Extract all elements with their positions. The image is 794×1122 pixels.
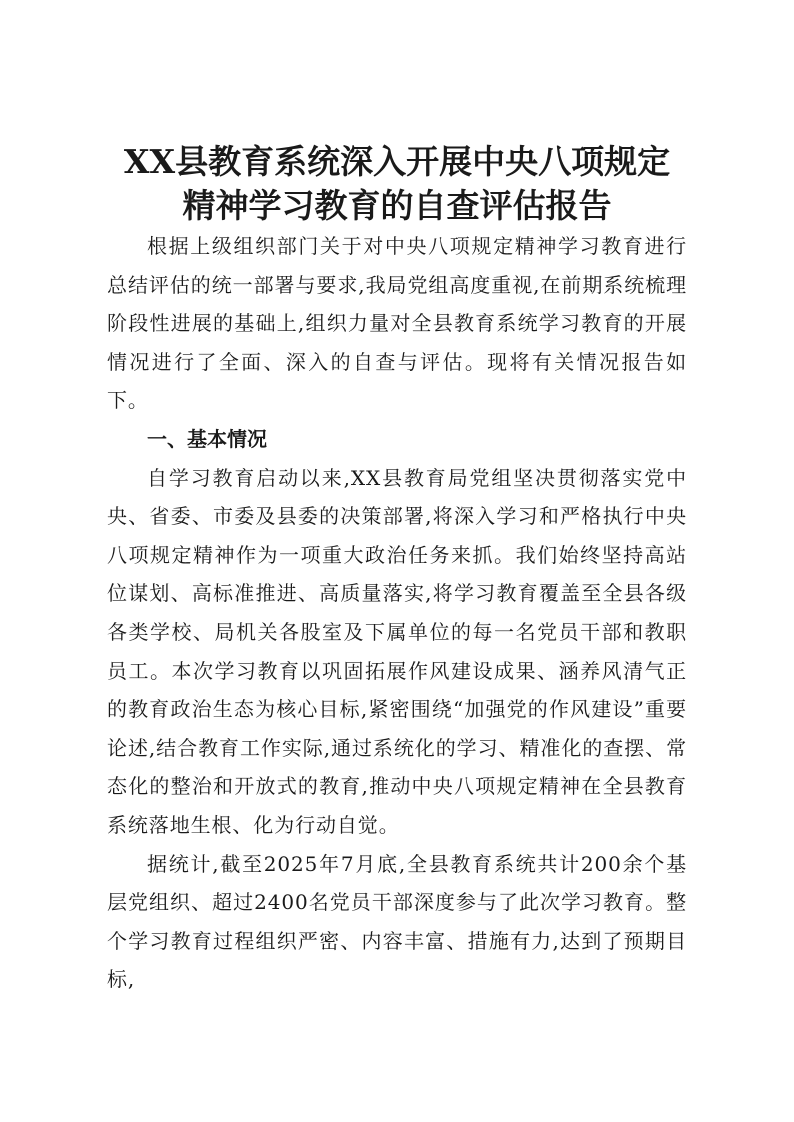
section1-paragraph-2: 据统计,截至2025年7月底,全县教育系统共计200余个基层党组织、超过2400名党员干部深度参与了此次学习教育。整个学习教育过程组织严密、内容丰富、措施有力,达到了预期目标, [107,851,687,992]
title-line-1: XX县教育系统深入开展中央八项规定 [123,142,671,181]
intro-paragraph: 根据上级组织部门关于对中央八项规定精神学习教育进行总结评估的统一部署与要求,我局党组高度重视,在前期系统梳理阶段性进展的基础上,组织力量对全县教育系统学习教育的开展情况进行了全面、深入的自查与评估。现将有关情况报告如下。 [107,234,687,413]
document-title [100,140,694,228]
section1-paragraph-1: 自学习教育启动以来,XX县教育局党组坚决贯彻落实党中央、省委、市委及县委的决策部署,将深入学习和严格执行中央八项规定精神作为一项重大政治任务来抓。我们始终坚持高站位谋划、高标准推进、高质量落实,将学习教育覆盖至全县各级各类学校、局机关各股室及下属单位的每一名党员干部和教职员工。本次学习教育以巩固拓展作风建设成果、涵养风清气正的教育政治生态为核心目标,紧密围绕“加强党的作风建设”重要论述,结合教育工作实际,通过系统化的学习、精准化的查摆、常态化的整治和开放式的教育,推动中央八项规定精神在全县教育系统落地生根、化为行动自觉。 [107,465,687,837]
document-body [107,227,687,999]
section-heading-basic-situation: 一、基本情况 [147,426,267,451]
title-line-2: 精神学习教育的自查评估报告 [182,186,612,225]
